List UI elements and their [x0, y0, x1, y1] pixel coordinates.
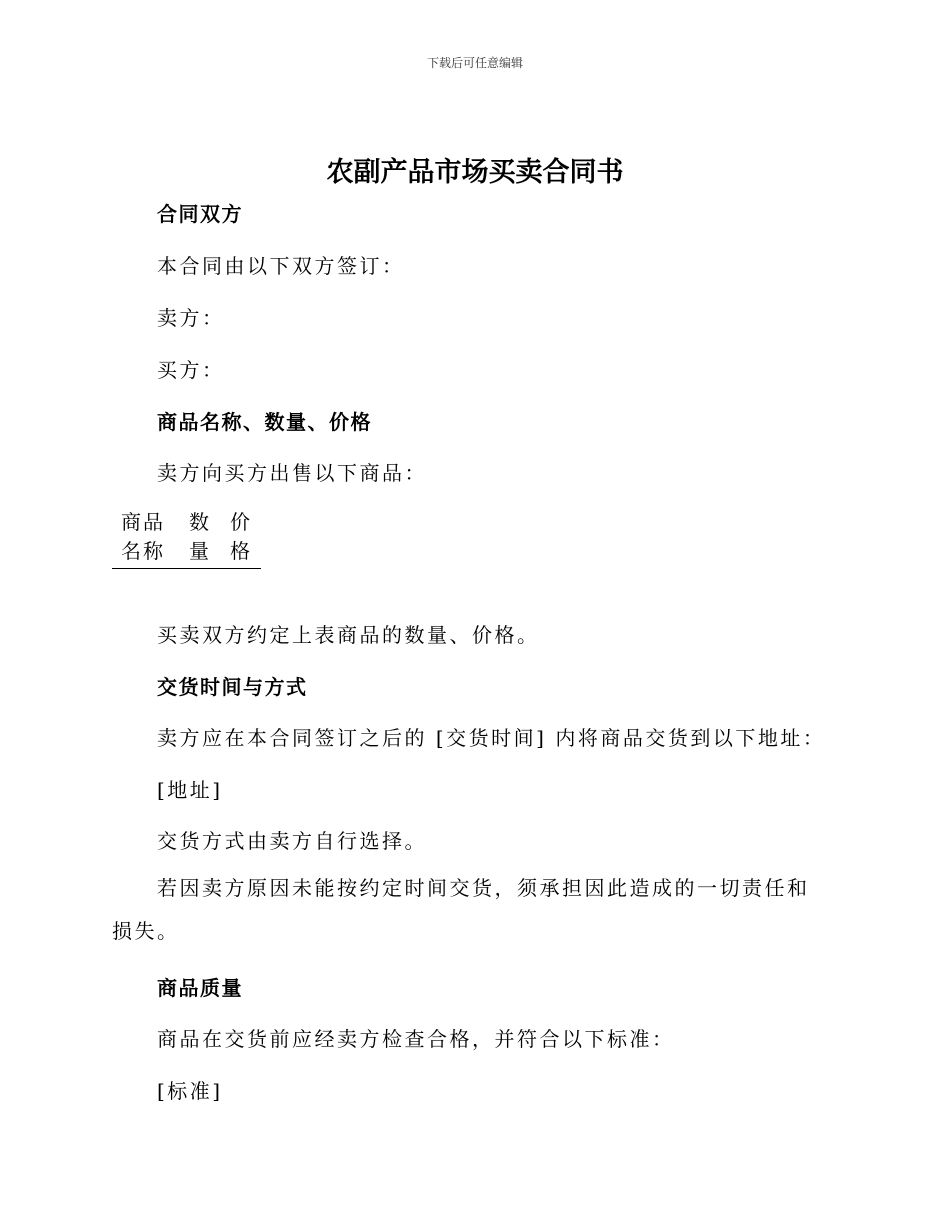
- table-header-quantity: [188, 508, 210, 566]
- table-header-name: [121, 508, 165, 566]
- goods-table: [112, 508, 261, 569]
- quality-standard: [标准]: [157, 1079, 223, 1103]
- buyer-line: 买方：: [157, 358, 225, 382]
- table-header-name-line2: 名称: [121, 539, 165, 563]
- section-heading-parties: 合同双方: [157, 202, 243, 226]
- table-header-quantity-line1: 数: [189, 510, 209, 534]
- table-header-price: [229, 508, 251, 566]
- goods-intro: 卖方向买方出售以下商品：: [157, 461, 427, 485]
- table-header-quantity-line2: 量: [189, 539, 209, 563]
- header-note: 下载后可任意编辑: [426, 56, 523, 70]
- table-header-price-line1: 价: [230, 510, 250, 534]
- section-heading-goods: 商品名称、数量、价格: [157, 410, 372, 434]
- delivery-clause: 卖方应在本合同签订之后的 [交货时间] 内将商品交货到以下地址：: [157, 726, 826, 750]
- delivery-address: [地址]: [157, 778, 223, 802]
- goods-agreement: 买卖双方约定上表商品的数量、价格。: [157, 623, 540, 647]
- table-header-price-line2: 格: [230, 539, 250, 563]
- section-heading-delivery: 交货时间与方式: [157, 675, 308, 699]
- table-header-name-line1: 商品: [121, 510, 165, 534]
- delivery-method: 交货方式由卖方自行选择。: [157, 829, 427, 853]
- section-heading-quality: 商品质量: [157, 976, 243, 1000]
- parties-intro: 本合同由以下双方签订：: [157, 254, 405, 278]
- quality-clause: 商品在交货前应经卖方检查合格，并符合以下标准：: [157, 1027, 675, 1051]
- document-title: 农副产品市场买卖合同书: [326, 157, 624, 188]
- delivery-liability: 若因卖方原因未能按约定时间交货，须承担因此造成的一切责任和损失。: [112, 876, 810, 943]
- seller-line: 卖方：: [157, 306, 225, 330]
